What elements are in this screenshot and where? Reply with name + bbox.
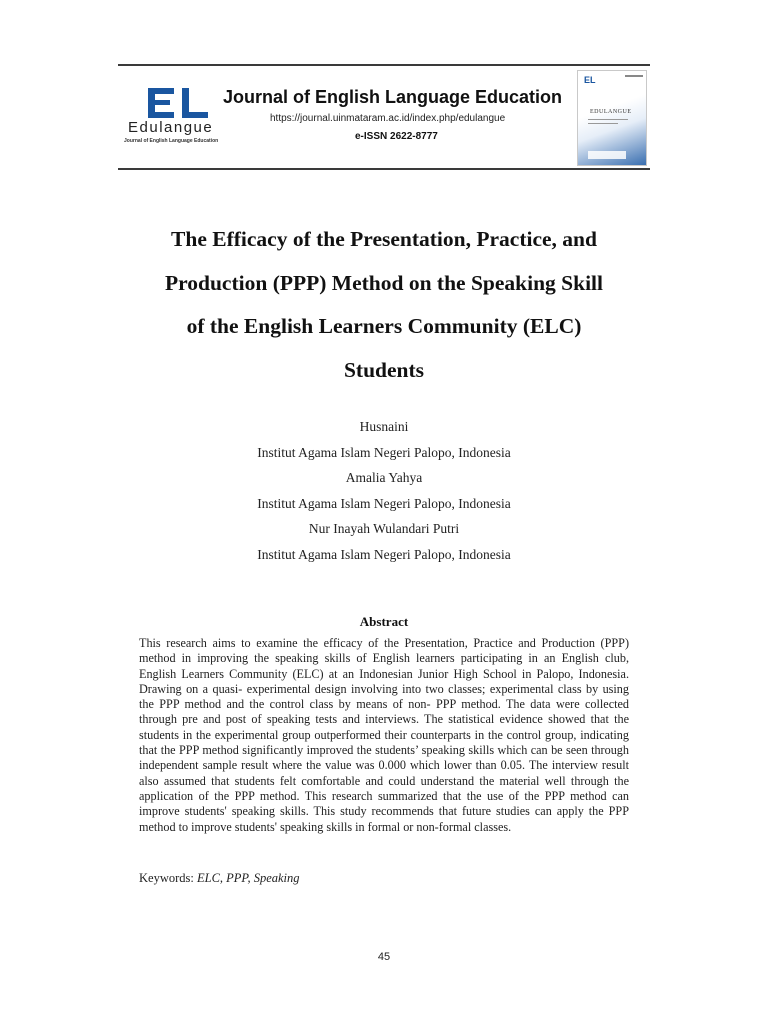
title-line: The Efficacy of the Presentation, Practice, and: [171, 227, 597, 251]
page-number: 45: [377, 951, 391, 963]
journal-cover-thumbnail: [577, 70, 647, 166]
journal-title: Journal of English Language Education: [223, 87, 563, 107]
author-name: Husnaini: [359, 419, 409, 434]
author-name: Nur Inayah Wulandari Putri: [308, 521, 460, 536]
author-list: [110, 414, 658, 567]
author-affiliation: Institut Agama Islam Negeri Palopo, Indonesia: [257, 546, 511, 562]
author-affiliation: Institut Agama Islam Negeri Palopo, Indonesia: [257, 444, 511, 460]
header-bottom-rule: [118, 168, 650, 170]
header-top-rule: [118, 64, 650, 66]
author-affiliation: Institut Agama Islam Negeri Palopo, Indonesia: [257, 495, 511, 511]
cover-title: EDULANGUE: [590, 109, 632, 115]
article-title: [110, 218, 658, 392]
abstract-text: This research aims to examine the efficacy of the Presentation, Practice and Production (PPP) method in improving the speaking skills of English learners participating in an English club, English Learners Community (ELC) at an Indonesian Junior High School in Palopo, Indonesia. Drawing on a quasi- experimental design involving into two classes; experimental class by using the PPP method and the control class by means of non- PPP method. The data were collected through pre and post of speaking tests and interviews. The statistical evidence showed that the students in the experimental group outperformed their counterparts in the control group, indicating that the PPP method significantly improved the students’ speaking skills which can be seen through independent sample result where the value was 0.000 which lower than 0.05. The interview result also assumed that students felt comfortable and could understand the material well through the application of the PPP method. This research summarized that the use of the PPP method can improve students' speaking skills. This study recommends that future studies can apply the PPP method to improve students' speaking skills in formal or non-formal classes.: [139, 636, 629, 834]
title-line: Production (PPP) Method on the Speaking Skill: [164, 270, 603, 295]
keywords-label: Keywords:: [139, 871, 197, 885]
abstract-heading: Abstract: [359, 614, 409, 629]
journal-url[interactable]: https://journal.uinmataram.ac.id/index.php/edulangue: [270, 113, 506, 124]
keywords: [139, 871, 300, 886]
title-line: of the English Learners Community (ELC): [186, 314, 582, 338]
author-name: Amalia Yahya: [345, 470, 423, 485]
logo-subtitle: Journal of English Language Education: [124, 138, 219, 144]
cover-logo-icon: EL: [584, 75, 596, 85]
logo-text: Edulangue: [128, 119, 214, 136]
keywords-value: ELC, PPP, Speaking: [196, 871, 300, 885]
title-line: Students: [343, 357, 425, 382]
journal-issn: e-ISSN 2622-8777: [355, 131, 438, 142]
